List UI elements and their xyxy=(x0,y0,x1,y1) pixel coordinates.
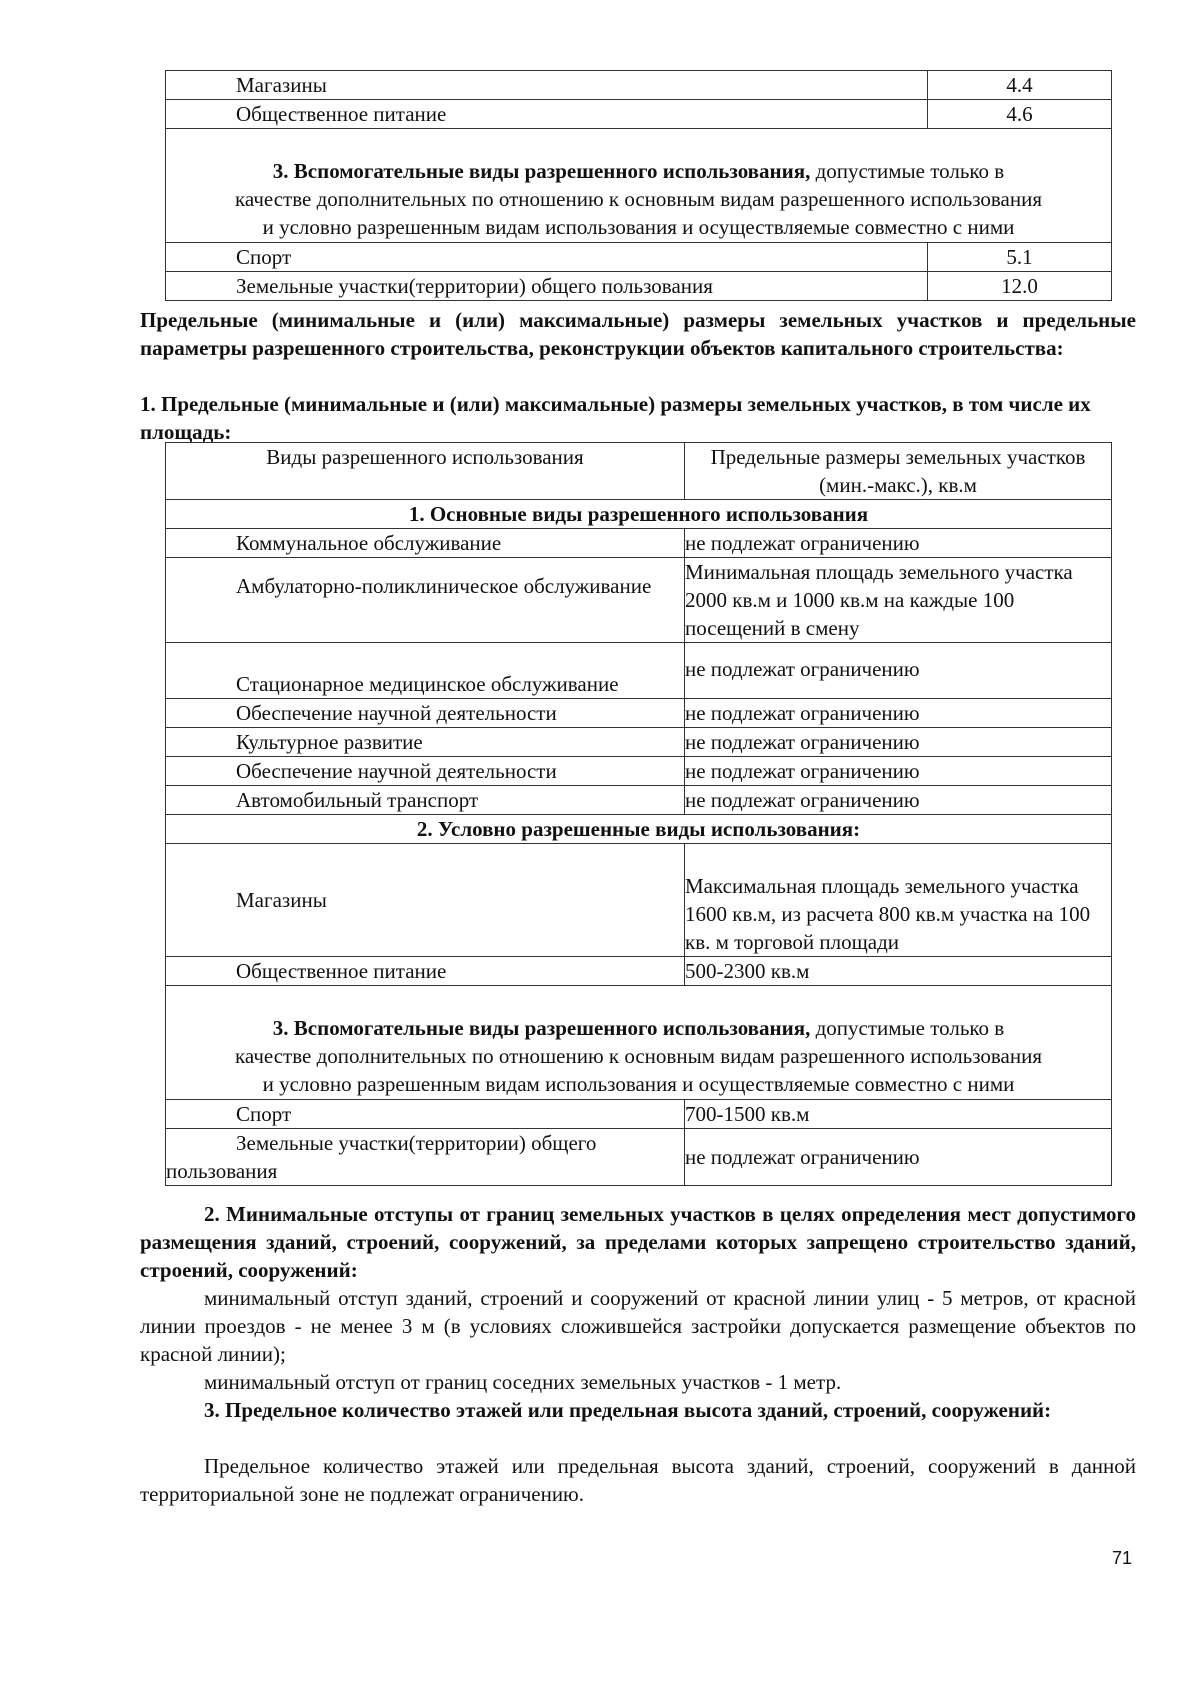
table-row xyxy=(166,100,1112,129)
table-row xyxy=(166,957,1112,986)
aux-uses-note-row xyxy=(166,129,1112,243)
column-header-sizes: Предельные размеры земельных участков (мин.-макс.), кв.м xyxy=(685,443,1112,500)
limits-heading: Предельные (минимальные и (или) максимальные) размеры земельных участков и предельные параметры разрешенного строительства, реконструкции объектов капитального строительства: xyxy=(140,308,1136,360)
table-row xyxy=(166,529,1112,558)
aux-uses-title: 3. Вспомогательные виды разрешенного использования, xyxy=(272,1016,811,1040)
setbacks-paragraph-2: минимальный отступ от границ соседних земельных участков - 1 метр. xyxy=(204,1370,842,1394)
size-cell: не подлежат ограничению xyxy=(685,529,1112,558)
use-name-cell: Магазины xyxy=(166,71,928,100)
table-row xyxy=(166,728,1112,757)
use-code-cell: 4.4 xyxy=(928,71,1112,100)
section-title: 1. Основные виды разрешенного использования xyxy=(166,500,1112,529)
aux-uses-text: качестве дополнительных по отношению к основным видам разрешенного использования xyxy=(234,1044,1043,1068)
use-name-cell: Обеспечение научной деятельности xyxy=(166,757,685,786)
use-name-cell: Магазины xyxy=(166,844,685,957)
aux-uses-title: 3. Вспомогательные виды разрешенного использования, xyxy=(272,159,811,183)
table-row xyxy=(166,786,1112,815)
use-name-cell: Земельные участки(территории) общего пользования xyxy=(166,272,928,301)
use-name-cell: Культурное развитие xyxy=(166,728,685,757)
use-code-cell: 5.1 xyxy=(928,243,1112,272)
use-name-cell: Обеспечение научной деятельности xyxy=(166,699,685,728)
aux-uses-note-row xyxy=(166,986,1112,1100)
use-name-cell: Спорт xyxy=(166,243,928,272)
table-permitted-uses-codes xyxy=(165,70,1112,301)
table-row xyxy=(166,1129,1112,1186)
table-row xyxy=(166,243,1112,272)
use-name-cell: Коммунальное обслуживание xyxy=(166,529,685,558)
aux-uses-text: и условно разрешенным видам использования и осуществляемые совместно с ними xyxy=(262,1072,1015,1096)
plot-size-heading: 1. Предельные (минимальные и (или) максимальные) размеры земельных участков, в том числе их площадь: xyxy=(140,392,1091,444)
use-name-cell: Спорт xyxy=(166,1100,685,1129)
use-name-cell: Автомобильный транспорт xyxy=(166,786,685,815)
table-row xyxy=(166,71,1112,100)
table-header-row xyxy=(166,443,1112,500)
page-number: 71 xyxy=(1112,1548,1133,1568)
setbacks-heading: 2. Минимальные отступы от границ земельных участков в целях определения мест допустимого размещения зданий, строений, сооружений, за пределами которых запрещено строительство зданий, строений, сооружений: xyxy=(140,1202,1136,1282)
table-row xyxy=(166,558,1112,643)
height-heading: 3. Предельное количество этажей или предельная высота зданий, строений, сооружений: xyxy=(204,1398,1052,1422)
table-row xyxy=(166,757,1112,786)
section-row xyxy=(166,815,1112,844)
use-code-cell: 4.6 xyxy=(928,100,1112,129)
size-cell: не подлежат ограничению xyxy=(685,757,1112,786)
table-row xyxy=(166,1100,1112,1129)
aux-uses-text: допустимые только в xyxy=(810,159,1005,183)
height-paragraph: Предельное количество этажей или предельная высота зданий, строений, сооружений в данной территориальной зоне не подлежат ограничению. xyxy=(140,1454,1136,1506)
section-row xyxy=(166,500,1112,529)
size-cell: 500-2300 кв.м xyxy=(685,957,1112,986)
size-cell: не подлежат ограничению xyxy=(685,699,1112,728)
table-plot-sizes xyxy=(165,442,1112,1186)
table-row xyxy=(166,643,1112,699)
setbacks-paragraph-1: минимальный отступ зданий, строений и сооружений от красной линии улиц - 5 метров, от красной линии проездов - не менее 3 м (в условиях сложившейся застройки допускается размещение объектов по красной линии); xyxy=(140,1286,1136,1366)
use-name-cell: Земельные участки(территории) общего пользования xyxy=(166,1129,685,1186)
aux-uses-note xyxy=(166,129,1112,243)
size-cell: 700-1500 кв.м xyxy=(685,1100,1112,1129)
aux-uses-text: и условно разрешенным видам использования и осуществляемые совместно с ними xyxy=(262,215,1015,239)
aux-uses-note xyxy=(166,986,1112,1100)
size-cell: не подлежат ограничению xyxy=(685,1129,1112,1186)
size-cell: Минимальная площадь земельного участка 2000 кв.м и 1000 кв.м на каждые 100 посещений в смену xyxy=(685,558,1112,643)
table-row xyxy=(166,699,1112,728)
size-cell: Максимальная площадь земельного участка 1600 кв.м, из расчета 800 кв.м участка на 100 кв. м торговой площади xyxy=(685,844,1112,957)
size-cell: не подлежат ограничению xyxy=(685,728,1112,757)
use-name-cell: Стационарное медицинское обслуживание xyxy=(166,643,685,699)
section-title: 2. Условно разрешенные виды использования: xyxy=(166,815,1112,844)
use-name-cell: Амбулаторно-поликлиническое обслуживание xyxy=(166,558,685,643)
use-name-cell: Общественное питание xyxy=(166,100,928,129)
aux-uses-text: качестве дополнительных по отношению к основным видам разрешенного использования xyxy=(234,187,1043,211)
column-header-uses: Виды разрешенного использования xyxy=(166,443,685,500)
use-code-cell: 12.0 xyxy=(928,272,1112,301)
table-row xyxy=(166,844,1112,957)
use-name-cell: Общественное питание xyxy=(166,957,685,986)
table-row xyxy=(166,272,1112,301)
size-cell: не подлежат ограничению xyxy=(685,643,1112,699)
size-cell: не подлежат ограничению xyxy=(685,786,1112,815)
aux-uses-text: допустимые только в xyxy=(810,1016,1005,1040)
